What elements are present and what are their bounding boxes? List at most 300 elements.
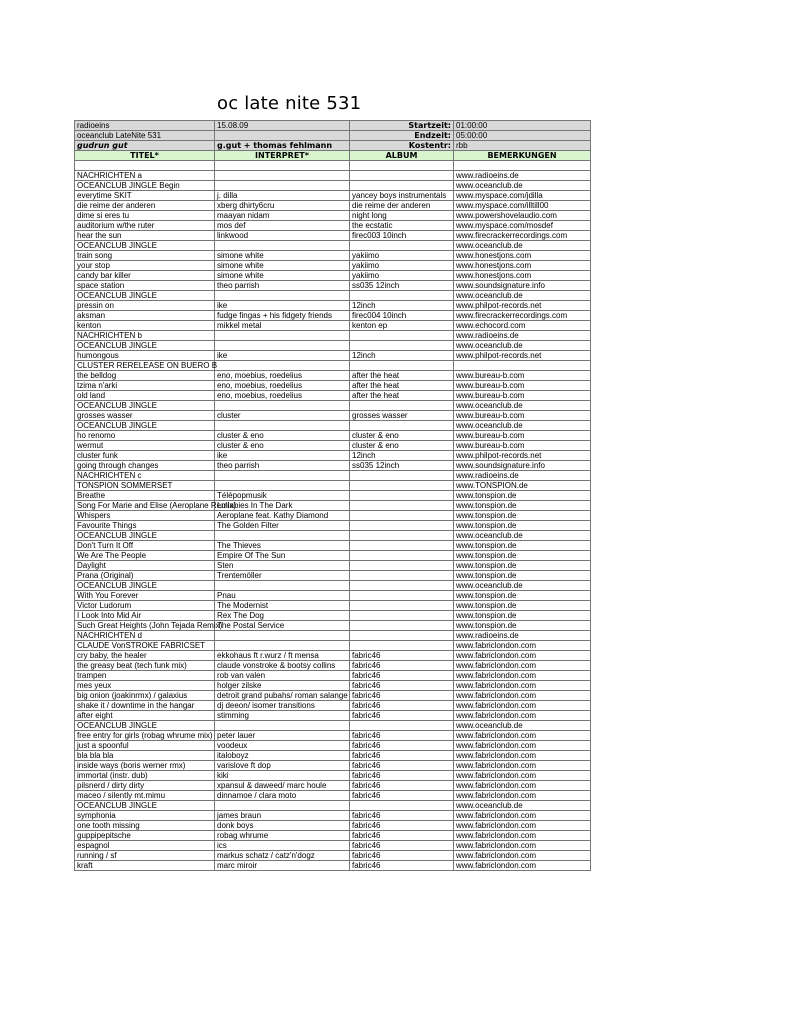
- track-album: ss035 12inch: [350, 461, 454, 471]
- track-album: fabric46: [350, 731, 454, 741]
- page-title: oc late nite 531: [217, 93, 362, 114]
- track-artist: kiki: [215, 771, 350, 781]
- track-title: after eight: [75, 711, 215, 721]
- track-artist: [215, 401, 350, 411]
- track-title: OCEANCLUB JINGLE: [75, 581, 215, 591]
- track-notes: www.fabriclondon.com: [454, 821, 591, 831]
- track-artist: [215, 361, 350, 371]
- track-title: maceo / silently mt.mimu: [75, 791, 215, 801]
- table-row: [75, 411, 591, 421]
- track-notes: www.tonspion.de: [454, 551, 591, 561]
- table-row: [75, 631, 591, 641]
- track-notes: www.honestjons.com: [454, 271, 591, 281]
- track-notes: www.fabriclondon.com: [454, 751, 591, 761]
- track-title: espagnol: [75, 841, 215, 851]
- track-album: [350, 171, 454, 181]
- track-title: pressin on: [75, 301, 215, 311]
- track-artist: [215, 581, 350, 591]
- table-row: [75, 661, 591, 671]
- track-title: your stop: [75, 261, 215, 271]
- track-artist: [215, 631, 350, 641]
- table-row: [75, 181, 591, 191]
- track-artist: [215, 291, 350, 301]
- track-artist: dinnamoe / clara moto: [215, 791, 350, 801]
- track-artist: dj deeon/ isomer transitions: [215, 701, 350, 711]
- track-title: OCEANCLUB JINGLE: [75, 341, 215, 351]
- track-artist: [215, 801, 350, 811]
- track-album: [350, 471, 454, 481]
- track-notes: www.fabriclondon.com: [454, 681, 591, 691]
- track-artist: simone white: [215, 271, 350, 281]
- track-album: [350, 721, 454, 731]
- end-time: 05:00:00: [454, 131, 591, 141]
- track-artist: [215, 471, 350, 481]
- track-title: NACHRICHTEN c: [75, 471, 215, 481]
- track-title: bla bla bla: [75, 751, 215, 761]
- track-notes: www.fabriclondon.com: [454, 831, 591, 841]
- track-artist: ike: [215, 351, 350, 361]
- track-artist: Trentemöller: [215, 571, 350, 581]
- table-row: [75, 401, 591, 411]
- track-album: firec004 10inch: [350, 311, 454, 321]
- track-album: [350, 511, 454, 521]
- track-title: wermut: [75, 441, 215, 451]
- track-title: one tooth missing: [75, 821, 215, 831]
- track-artist: simone white: [215, 251, 350, 261]
- track-title: humongous: [75, 351, 215, 361]
- start-time: 01:00:00: [454, 121, 591, 131]
- track-title: OCEANCLUB JINGLE: [75, 531, 215, 541]
- table-row: [75, 471, 591, 481]
- track-artist: [215, 241, 350, 251]
- track-artist: The Modernist: [215, 601, 350, 611]
- track-notes: www.tonspion.de: [454, 511, 591, 521]
- track-album: [350, 331, 454, 341]
- column-header-row: [75, 151, 591, 161]
- table-row: [75, 501, 591, 511]
- table-row: [75, 621, 591, 631]
- playlist-table: [74, 120, 591, 871]
- track-album: [350, 541, 454, 551]
- track-title: grosses wasser: [75, 411, 215, 421]
- track-title: We Are The People: [75, 551, 215, 561]
- end-label: Endzeit:: [350, 131, 454, 141]
- track-title: NACHRICHTEN b: [75, 331, 215, 341]
- track-notes: www.tonspion.de: [454, 591, 591, 601]
- track-notes: www.philpot-records.net: [454, 351, 591, 361]
- track-album: grosses wasser: [350, 411, 454, 421]
- track-artist: ekkohaus ft r.wurz / ft mensa: [215, 651, 350, 661]
- track-album: fabric46: [350, 791, 454, 801]
- track-album: [350, 501, 454, 511]
- track-title: aksman: [75, 311, 215, 321]
- track-title: running / sf: [75, 851, 215, 861]
- track-notes: www.myspace.com/mosdef: [454, 221, 591, 231]
- track-title: just a spoonful: [75, 741, 215, 751]
- table-row: [75, 381, 591, 391]
- table-row: [75, 531, 591, 541]
- track-notes: www.tonspion.de: [454, 621, 591, 631]
- track-notes: www.fabriclondon.com: [454, 851, 591, 861]
- track-album: fabric46: [350, 761, 454, 771]
- spacer-cell: [215, 161, 350, 171]
- table-row: [75, 481, 591, 491]
- header-row-station: [75, 121, 591, 131]
- track-album: yakiimo: [350, 251, 454, 261]
- table-row: [75, 511, 591, 521]
- track-artist: [215, 531, 350, 541]
- track-title: ho renomo: [75, 431, 215, 441]
- track-title: hear the sun: [75, 231, 215, 241]
- track-notes: www.tonspion.de: [454, 611, 591, 621]
- table-row: [75, 791, 591, 801]
- table-row: [75, 211, 591, 221]
- track-notes: www.tonspion.de: [454, 561, 591, 571]
- date-cell: 15.08.09: [215, 121, 350, 131]
- track-album: [350, 341, 454, 351]
- track-title: Breathe: [75, 491, 215, 501]
- track-notes: www.bureau-b.com: [454, 371, 591, 381]
- table-row: [75, 731, 591, 741]
- track-title: dime si eres tu: [75, 211, 215, 221]
- table-row: [75, 491, 591, 501]
- track-title: train song: [75, 251, 215, 261]
- track-notes: www.bureau-b.com: [454, 411, 591, 421]
- table-row: [75, 651, 591, 661]
- table-row: [75, 811, 591, 821]
- track-album: [350, 241, 454, 251]
- track-artist: Télépopmusik: [215, 491, 350, 501]
- table-row: [75, 541, 591, 551]
- table-row: [75, 521, 591, 531]
- track-artist: eno, moebius, roedelius: [215, 371, 350, 381]
- track-artist: [215, 421, 350, 431]
- track-title: I Look Into Mid Air: [75, 611, 215, 621]
- cost-label: Kostentr:: [350, 141, 454, 151]
- track-title: candy bar killer: [75, 271, 215, 281]
- track-notes: www.fabriclondon.com: [454, 791, 591, 801]
- track-artist: Rex The Dog: [215, 611, 350, 621]
- track-artist: detroit grand pubahs/ roman salange: [215, 691, 350, 701]
- track-artist: cluster: [215, 411, 350, 421]
- track-notes: www.tonspion.de: [454, 501, 591, 511]
- track-album: fabric46: [350, 771, 454, 781]
- track-title: Song For Marie and Elise (Aeroplane Remix): [75, 501, 215, 511]
- track-artist: cluster & eno: [215, 431, 350, 441]
- table-row: [75, 711, 591, 721]
- track-artist: mikkel metal: [215, 321, 350, 331]
- track-album: [350, 561, 454, 571]
- table-row: [75, 171, 591, 181]
- table-row: [75, 701, 591, 711]
- track-album: [350, 801, 454, 811]
- track-artist: j. dilla: [215, 191, 350, 201]
- track-album: [350, 421, 454, 431]
- track-notes: www.fabriclondon.com: [454, 711, 591, 721]
- track-title: everytime SKIT: [75, 191, 215, 201]
- track-notes: www.oceanclub.de: [454, 801, 591, 811]
- track-title: CLAUDE VonSTROKE FABRICSET: [75, 641, 215, 651]
- empty-cell: [215, 131, 350, 141]
- track-artist: eno, moebius, roedelius: [215, 391, 350, 401]
- table-row: [75, 591, 591, 601]
- track-notes: www.fabriclondon.com: [454, 781, 591, 791]
- table-row: [75, 191, 591, 201]
- track-notes: www.tonspion.de: [454, 521, 591, 531]
- track-album: [350, 531, 454, 541]
- track-notes: www.fabriclondon.com: [454, 731, 591, 741]
- track-album: [350, 611, 454, 621]
- start-label: Startzeit:: [350, 121, 454, 131]
- table-row: [75, 771, 591, 781]
- track-title: cry baby, the healer: [75, 651, 215, 661]
- track-title: tzima n'arki: [75, 381, 215, 391]
- track-artist: cluster & eno: [215, 441, 350, 451]
- track-album: yakiimo: [350, 261, 454, 271]
- table-row: [75, 431, 591, 441]
- table-row: [75, 251, 591, 261]
- track-title: Whispers: [75, 511, 215, 521]
- track-title: the greasy beat (tech funk mix): [75, 661, 215, 671]
- track-artist: linkwood: [215, 231, 350, 241]
- track-album: fabric46: [350, 681, 454, 691]
- track-album: fabric46: [350, 691, 454, 701]
- track-title: old land: [75, 391, 215, 401]
- track-artist: voodeux: [215, 741, 350, 751]
- track-notes: www.echocord.com: [454, 321, 591, 331]
- header-row-show: [75, 131, 591, 141]
- track-artist: [215, 481, 350, 491]
- track-notes: www.firecrackerrecordings.com: [454, 311, 591, 321]
- track-artist: maayan nidam: [215, 211, 350, 221]
- track-artist: [215, 641, 350, 651]
- track-title: die reime der anderen: [75, 201, 215, 211]
- track-title: the belldog: [75, 371, 215, 381]
- table-row: [75, 281, 591, 291]
- table-row: [75, 441, 591, 451]
- table-row: [75, 241, 591, 251]
- table-row: [75, 691, 591, 701]
- track-notes: www.fabriclondon.com: [454, 661, 591, 671]
- track-notes: www.myspace.com/jdilla: [454, 191, 591, 201]
- track-artist: fudge fingas + his fidgety friends: [215, 311, 350, 321]
- track-title: kenton: [75, 321, 215, 331]
- track-artist: Pnau: [215, 591, 350, 601]
- track-album: fabric46: [350, 711, 454, 721]
- track-notes: www.TONSPION.de: [454, 481, 591, 491]
- track-notes: www.tonspion.de: [454, 571, 591, 581]
- track-notes: www.bureau-b.com: [454, 391, 591, 401]
- track-album: [350, 631, 454, 641]
- track-album: [350, 581, 454, 591]
- track-artist: [215, 171, 350, 181]
- track-album: after the heat: [350, 381, 454, 391]
- track-album: [350, 601, 454, 611]
- table-row: [75, 671, 591, 681]
- track-album: ss035 12inch: [350, 281, 454, 291]
- track-title: Don't Turn It Off: [75, 541, 215, 551]
- table-row: [75, 341, 591, 351]
- track-album: [350, 481, 454, 491]
- track-album: cluster & eno: [350, 431, 454, 441]
- track-album: [350, 551, 454, 561]
- track-title: OCEANCLUB JINGLE: [75, 801, 215, 811]
- table-row: [75, 421, 591, 431]
- track-notes: www.firecrackerrecordings.com: [454, 231, 591, 241]
- guests-cell: g.gut + thomas fehlmann: [215, 141, 350, 151]
- track-album: [350, 491, 454, 501]
- track-artist: rob van valen: [215, 671, 350, 681]
- table-row: [75, 221, 591, 231]
- track-notes: www.fabriclondon.com: [454, 771, 591, 781]
- track-album: after the heat: [350, 371, 454, 381]
- track-title: Victor Ludorum: [75, 601, 215, 611]
- track-album: yancey boys instrumentals: [350, 191, 454, 201]
- track-title: Daylight: [75, 561, 215, 571]
- track-artist: holger zilske: [215, 681, 350, 691]
- track-artist: claude vonstroke & bootsy collins: [215, 661, 350, 671]
- track-artist: robag whrume: [215, 831, 350, 841]
- track-album: night long: [350, 211, 454, 221]
- track-album: [350, 181, 454, 191]
- track-album: fabric46: [350, 811, 454, 821]
- track-title: OCEANCLUB JINGLE: [75, 721, 215, 731]
- track-notes: www.oceanclub.de: [454, 341, 591, 351]
- table-row: [75, 361, 591, 371]
- track-notes: www.radioeins.de: [454, 171, 591, 181]
- track-notes: www.oceanclub.de: [454, 581, 591, 591]
- track-album: firec003 10inch: [350, 231, 454, 241]
- track-title: trampen: [75, 671, 215, 681]
- track-title: guppipepitsche: [75, 831, 215, 841]
- track-notes: www.powershovelaudio.com: [454, 211, 591, 221]
- table-row: [75, 641, 591, 651]
- spacer-cell: [75, 161, 215, 171]
- track-artist: Aeroplane feat. Kathy Diamond: [215, 511, 350, 521]
- track-title: TONSPION SOMMERSET: [75, 481, 215, 491]
- table-row: [75, 601, 591, 611]
- track-notes: www.radioeins.de: [454, 331, 591, 341]
- table-row: [75, 331, 591, 341]
- track-title: cluster funk: [75, 451, 215, 461]
- table-row: [75, 291, 591, 301]
- track-artist: xberg dhirty6cru: [215, 201, 350, 211]
- track-album: [350, 571, 454, 581]
- track-notes: www.honestjons.com: [454, 261, 591, 271]
- track-artist: [215, 721, 350, 731]
- table-row: [75, 761, 591, 771]
- track-album: [350, 521, 454, 531]
- track-album: 12inch: [350, 301, 454, 311]
- track-title: With You Forever: [75, 591, 215, 601]
- track-artist: [215, 331, 350, 341]
- track-title: space station: [75, 281, 215, 291]
- table-row: [75, 371, 591, 381]
- track-album: cluster & eno: [350, 441, 454, 451]
- track-artist: The Thieves: [215, 541, 350, 551]
- track-album: [350, 591, 454, 601]
- track-notes: www.bureau-b.com: [454, 381, 591, 391]
- track-album: kenton ep: [350, 321, 454, 331]
- track-artist: james braun: [215, 811, 350, 821]
- track-title: OCEANCLUB JINGLE: [75, 401, 215, 411]
- track-notes: www.fabriclondon.com: [454, 861, 591, 871]
- track-artist: marc miroir: [215, 861, 350, 871]
- track-album: 12inch: [350, 351, 454, 361]
- track-artist: Empire Of The Sun: [215, 551, 350, 561]
- track-notes: www.fabriclondon.com: [454, 761, 591, 771]
- track-artist: mos def: [215, 221, 350, 231]
- track-notes: www.oceanclub.de: [454, 291, 591, 301]
- track-title: Prana (Original): [75, 571, 215, 581]
- track-album: the ecstatic: [350, 221, 454, 231]
- track-title: inside ways (boris werner rmx): [75, 761, 215, 771]
- table-row: [75, 201, 591, 211]
- cost-cell: rbb: [454, 141, 591, 151]
- track-notes: www.fabriclondon.com: [454, 691, 591, 701]
- table-row: [75, 861, 591, 871]
- track-notes: www.fabriclondon.com: [454, 641, 591, 651]
- track-notes: www.soundsignature.info: [454, 281, 591, 291]
- table-row: [75, 311, 591, 321]
- table-row: [75, 231, 591, 241]
- track-notes: www.tonspion.de: [454, 541, 591, 551]
- table-row: [75, 351, 591, 361]
- track-artist: varislove ft dop: [215, 761, 350, 771]
- track-artist: Lullabies In The Dark: [215, 501, 350, 511]
- track-artist: [215, 181, 350, 191]
- track-title: big onion (joakinrmx) / galaxius: [75, 691, 215, 701]
- track-notes: www.fabriclondon.com: [454, 671, 591, 681]
- track-notes: www.oceanclub.de: [454, 531, 591, 541]
- track-album: fabric46: [350, 661, 454, 671]
- table-row: [75, 461, 591, 471]
- track-artist: theo parrish: [215, 461, 350, 471]
- track-title: OCEANCLUB JINGLE: [75, 241, 215, 251]
- track-title: OCEANCLUB JINGLE: [75, 291, 215, 301]
- track-notes: [454, 361, 591, 371]
- track-album: fabric46: [350, 671, 454, 681]
- spacer-cell: [350, 161, 454, 171]
- track-artist: donk boys: [215, 821, 350, 831]
- table-row: [75, 821, 591, 831]
- track-title: symphonia: [75, 811, 215, 821]
- track-title: NACHRICHTEN a: [75, 171, 215, 181]
- track-album: fabric46: [350, 831, 454, 841]
- table-row: [75, 841, 591, 851]
- table-row: [75, 831, 591, 841]
- track-title: Favourite Things: [75, 521, 215, 531]
- track-artist: Sten: [215, 561, 350, 571]
- table-row: [75, 271, 591, 281]
- track-album: fabric46: [350, 781, 454, 791]
- table-row: [75, 451, 591, 461]
- track-artist: stimming: [215, 711, 350, 721]
- moderator-cell: gudrun gut: [75, 141, 215, 151]
- column-header-artist: INTERPRET*: [215, 151, 350, 161]
- track-title: free entry for girls (robag whrume mix): [75, 731, 215, 741]
- track-title: immortal (instr. dub): [75, 771, 215, 781]
- table-row: [75, 751, 591, 761]
- table-row: [75, 721, 591, 731]
- track-title: kraft: [75, 861, 215, 871]
- track-title: OCEANCLUB JINGLE Begin: [75, 181, 215, 191]
- track-notes: www.oceanclub.de: [454, 421, 591, 431]
- track-album: fabric46: [350, 741, 454, 751]
- track-artist: theo parrish: [215, 281, 350, 291]
- track-album: fabric46: [350, 751, 454, 761]
- track-album: [350, 621, 454, 631]
